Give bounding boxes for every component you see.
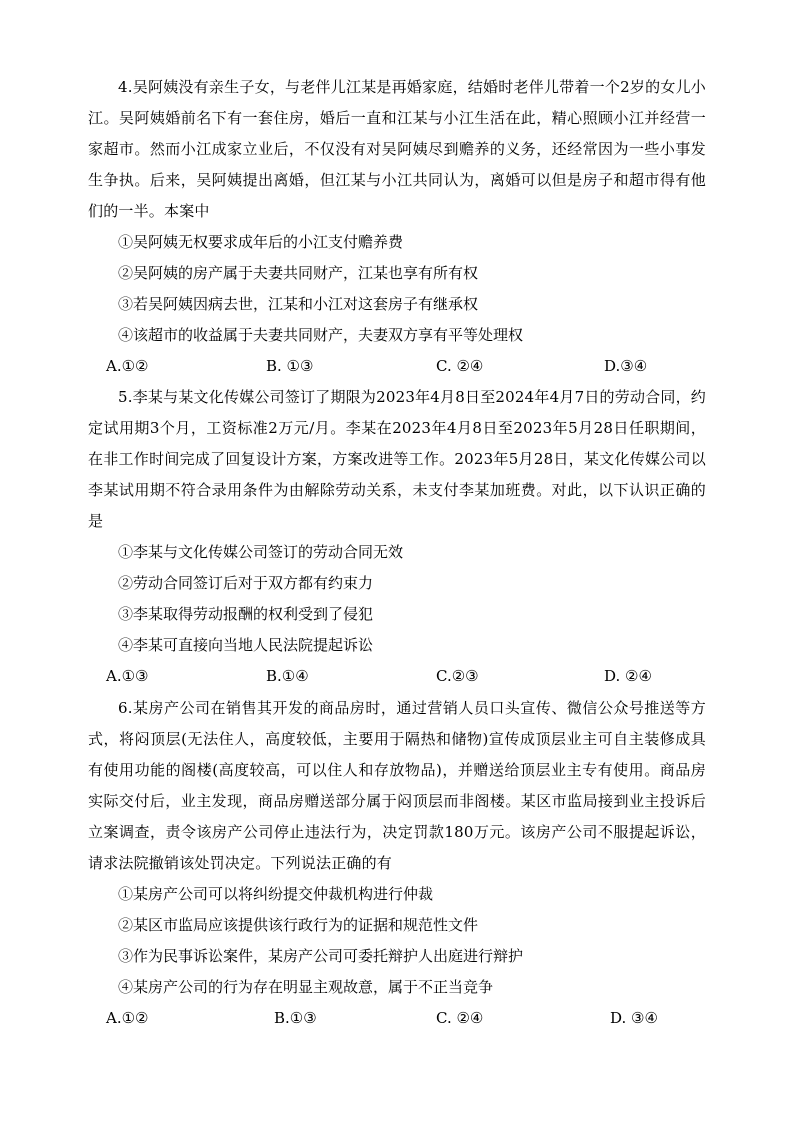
option-a: A.①② [106, 1009, 149, 1027]
statement-4: ④某房产公司的行为存在明显主观故意，属于不正当竞争 [118, 978, 494, 996]
option-b: B.①④ [266, 667, 309, 685]
statement-2: ②某区市监局应该提供该行政行为的证据和规范性文件 [118, 916, 479, 934]
question-stem: 6.某房产公司在销售其开发的商品房时，通过营销人员口头宣传、微信公众号推送等方式，将闷顶层(无法住人，高度较低，主要用于隔热和储物)宣传成顶层业主可自主装修成具有使用功能的阁楼(高度较高，可以住人和存放物品)，并赠送给顶层业主专有使用。商品房实际交付后，业主发现，商品房赠送部分属于闷顶层而非阁楼。某区市监局接到业主投诉后立案调查，责令该房产公司停止违法行为，决定罚款180万元。该房产公司不服提起诉讼，请求法院撤销该处罚决定。下列说法正确的有 [88, 699, 706, 872]
answer-options [88, 351, 706, 382]
answer-options [88, 1003, 706, 1034]
question-6 [88, 693, 706, 1034]
question-stem: 5.李某与某文化传媒公司签订了期限为2023年4月8日至2024年4月7日的劳动合同，约定试用期3个月，工资标准2万元/月。李某在2023年4月8日至2023年5月28日任职期间，在非工作时间完成了回复设计方案，方案改进等工作。2023年5月28日，某文化传媒公司以李某试用期不符合录用条件为由解除劳动关系，未支付李某加班费。对此，以下认识正确的是 [88, 388, 706, 530]
statement-4: ④该超市的收益属于夫妻共同财产，夫妻双方享有平等处理权 [118, 326, 524, 344]
answer-options [88, 661, 706, 692]
statement-2: ②劳动合同签订后对于双方都有约束力 [118, 574, 374, 592]
statement-3: ③李某取得劳动报酬的权利受到了侵犯 [118, 605, 374, 623]
option-a: A.①② [106, 357, 149, 375]
question-stem: 4.吴阿姨没有亲生子女，与老伴儿江某是再婚家庭，结婚时老伴儿带着一个2岁的女儿小江。吴阿姨婚前名下有一套住房，婚后一直和江某与小江生活在此，精心照顾小江并经营一家超市。然而小江成家立业后，不仅没有对吴阿姨尽到赡养的义务，还经常因为一些小事发生争执。后来，吴阿姨提出离婚，但江某与小江共同认为，离婚可以但是房子和超市得有他们的一半。本案中 [88, 78, 706, 220]
statement-1: ①某房产公司可以将纠纷提交仲裁机构进行仲裁 [118, 885, 434, 903]
statement-1: ①吴阿姨无权要求成年后的小江支付赡养费 [118, 233, 404, 251]
option-d: D.③④ [604, 357, 648, 375]
option-a: A.①③ [106, 667, 149, 685]
option-d: D. ③④ [610, 1009, 658, 1027]
statement-3: ③若吴阿姨因病去世，江某和小江对这套房子有继承权 [118, 295, 479, 313]
option-c: C. ②④ [436, 357, 484, 375]
option-d: D. ②④ [604, 667, 652, 685]
question-4 [88, 72, 706, 382]
statement-4: ④李某可直接向当地人民法院提起诉讼 [118, 636, 374, 654]
question-5 [88, 382, 706, 692]
statement-3: ③作为民事诉讼案件，某房产公司可委托辩护人出庭进行辩护 [118, 947, 524, 965]
statement-2: ②吴阿姨的房产属于夫妻共同财产，江某也享有所有权 [118, 264, 479, 282]
option-c: C.②③ [436, 667, 479, 685]
statement-1: ①李某与文化传媒公司签订的劳动合同无效 [118, 543, 404, 561]
option-b: B. ①③ [266, 357, 314, 375]
option-b: B.①③ [274, 1009, 317, 1027]
option-c: C. ②④ [436, 1009, 484, 1027]
